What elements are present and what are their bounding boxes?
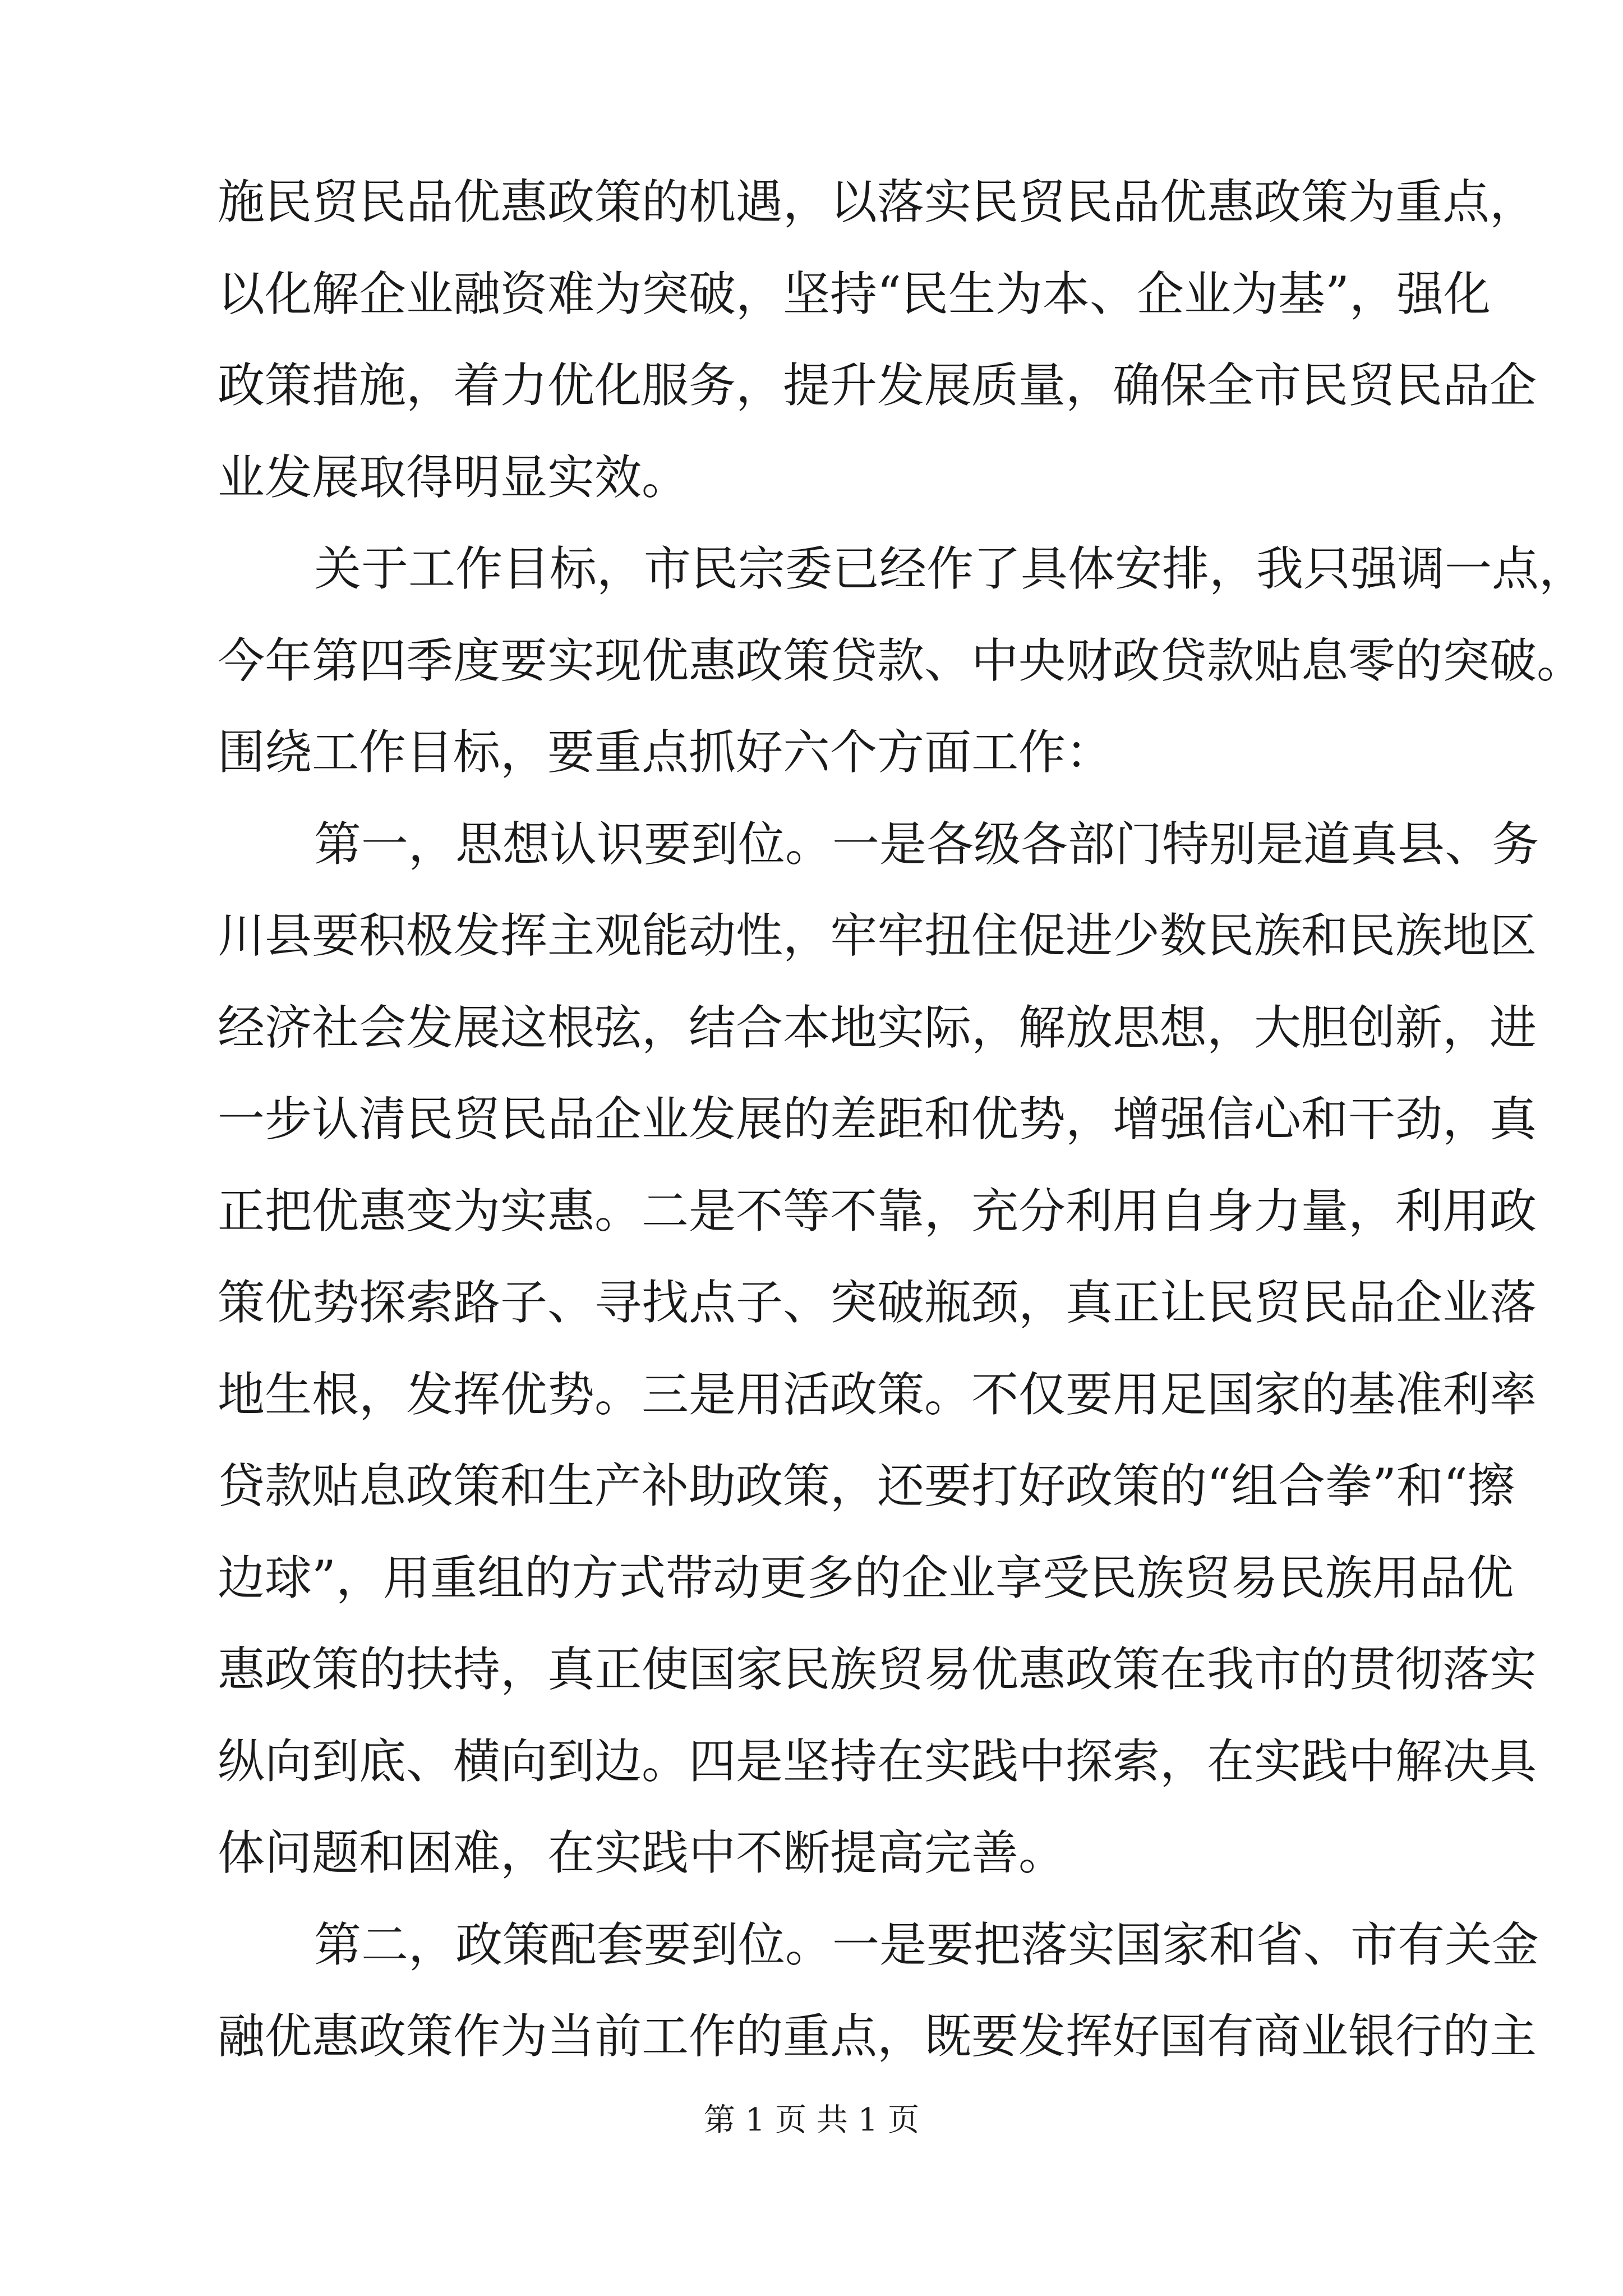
text-line: 以化解企业融资难为突破，坚持“民生为本、企业为基”，强化 [218, 266, 1491, 321]
text-line: 经济社会发展这根弦，结合本地实际，解放思想，大胆创新，进 [218, 1000, 1537, 1055]
text-line: 惠政策的扶持，真正使国家民族贸易优惠政策在我市的贯彻落实 [218, 1642, 1537, 1697]
text-line: 体问题和困难，在实践中不断提高完善。 [218, 1825, 1066, 1880]
text-line: 今年第四季度要实现优惠政策贷款、中央财政贷款贴息零的突破。 [218, 633, 1584, 688]
text-line: 一步认清民贸民品企业发展的差距和优势，增强信心和干劲，真 [218, 1092, 1537, 1147]
text-line: 融优惠政策作为当前工作的重点，既要发挥好国有商业银行的主 [218, 2009, 1537, 2064]
text-line: 边球”，用重组的方式带动更多的企业享受民族贸易民族用品优 [218, 1550, 1514, 1605]
text-line: 地生根，发挥优势。三是用活政策。不仅要用足国家的基准利率 [218, 1366, 1537, 1422]
text-line: 业发展取得明显实效。 [218, 449, 689, 505]
text-line: 策优势探索路子、寻找点子、突破瓶颈，真正让民贸民品企业落 [218, 1275, 1537, 1330]
text-line: 正把优惠变为实惠。二是不等不靠，充分利用自身力量，利用政 [218, 1183, 1537, 1239]
text-line: 川县要积极发挥主观能动性，牢牢扭住促进少数民族和民族地区 [218, 908, 1537, 963]
text-line: 关于工作目标，市民宗委已经作了具体安排，我只强调一点， [314, 541, 1587, 596]
text-line: 施民贸民品优惠政策的机遇，以落实民贸民品优惠政策为重点， [218, 174, 1537, 229]
text-line: 第二，政策配套要到位。一是要把落实国家和省、市有关金 [314, 1917, 1539, 1972]
text-line: 贷款贴息政策和生产补助政策，还要打好政策的“组合拳”和“擦 [218, 1458, 1515, 1513]
text-line: 围绕工作目标，要重点抓好六个方面工作： [218, 725, 1113, 780]
text-line: 纵向到底、横向到边。四是坚持在实践中探索，在实践中解决具 [218, 1733, 1537, 1789]
text-line: 政策措施，着力优化服务，提升发展质量，确保全市民贸民品企 [218, 358, 1537, 413]
page-number-footer: 第 1 页 共 1 页 [703, 2102, 920, 2138]
text-line: 第一，思想认识要到位。一是各级各部门特别是道真县、务 [314, 816, 1539, 872]
